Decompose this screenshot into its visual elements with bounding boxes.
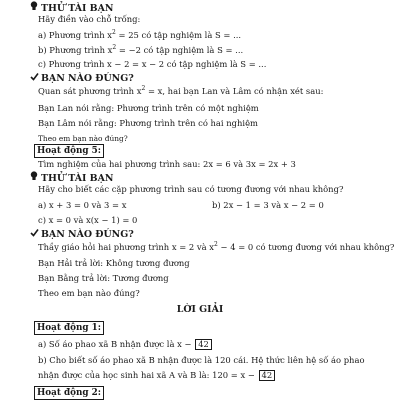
question-ask: Theo em bạn nào đúng? [38,134,128,143]
lightbulb-icon [30,171,40,185]
section-heading-ban-nao-dung-2: BẠN NÀO ĐÚNG? [30,228,134,241]
answer-hai: Bạn Hải trả lời: Không tương đương [38,258,190,268]
answer-box: 42 [259,370,276,381]
pair-c: c) x = 0 và x(x − 1) = 0 [38,215,138,225]
question-text: Quan sát phương trình $x^2 = x$, hai bạn Lan và Lâm có nhận xét sau: [38,85,324,96]
section-heading-ban-nao-dung: BẠN NÀO ĐÚNG? [30,72,134,85]
lightbulb-icon [30,1,40,15]
pair-b: b) 2x − 1 = 3 và x − 2 = 0 [212,200,324,210]
section-heading-thu-tai-ban: THỬ TÀI BẠN [30,1,113,15]
exercise-intro: Hãy điền vào chỗ trống: [38,14,141,24]
exercise-item-c: c) Phương trình x − 2 = x − 2 có tập nghiệm là S = ... [38,59,267,69]
section-heading-thu-tai-ban-2: THỬ TÀI BẠN [30,171,113,185]
checkmark-icon [30,228,40,241]
activity-label-2: Hoạt động 2: [34,386,104,400]
answer-bang: Bạn Bằng trả lời: Tương đương [38,273,169,283]
solution-title: LỜI GIẢI [176,304,224,315]
activity-task: Tìm nghiệm của hai phương trình sau: 2x = 6 và 3x = 2x + 3 [38,159,296,169]
pair-a: a) x + 3 = 0 và 3 = x [38,200,127,210]
answer-lam: Bạn Lâm nói rằng: Phương trình trên có hai nghiệm [38,118,258,128]
answer-lan: Bạn Lan nói rằng: Phương trình trên có một nghiệm [38,103,259,113]
solution-b-line1: b) Cho biết số áo phao xã B nhận được là 120 cái. Hệ thức liên hệ số áo phao [38,355,365,365]
solution-b-line2: nhận được của học sinh hai xã A và B là: 120 = x − 42 [38,370,275,381]
exercise-item-a: a) Phương trình $x^2 = 25$ có tập nghiệm là S = ... [38,29,242,40]
exercise-intro-2: Hãy cho biết các cặp phương trình sau có tương đương với nhau không? [38,184,344,194]
solution-a: a) Số áo phao xã B nhận được là x − 42 [38,339,212,350]
checkmark-icon [30,72,40,85]
activity-label-1: Hoạt động 1: [34,321,104,335]
exercise-item-b: b) Phương trình $x^2 = -2$ có tập nghiệm là S = ... [38,44,244,55]
activity-label-5: Hoạt động 5: [34,144,104,158]
question-text-2: Thầy giáo hỏi hai phương trình x = 2 và $x^2 - 4 = 0$ có tương đương với nhau không? [38,241,395,252]
question-ask-2: Theo em bạn nào đúng? [38,288,140,298]
answer-box: 42 [195,339,212,350]
